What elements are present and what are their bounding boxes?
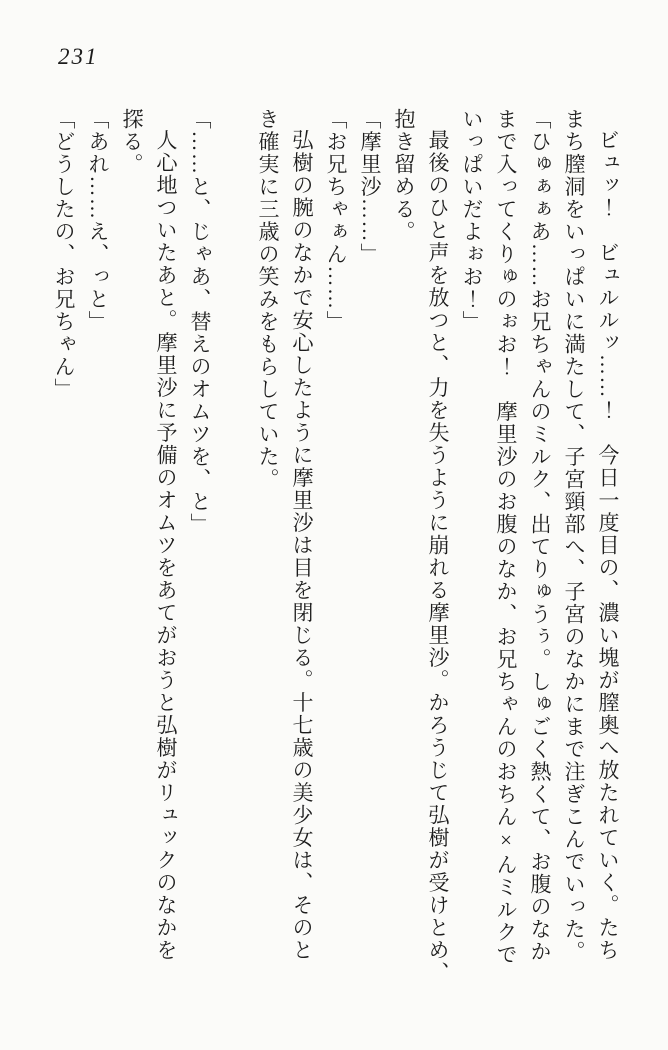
- text-line-7: 抱き留める。: [392, 108, 416, 243]
- text-line-5: いっぱいだよぉお！」: [460, 108, 484, 333]
- text-line-11: き確実に三歳の笑みをもらしていた。: [256, 108, 280, 491]
- text-line-10: 弘樹の腕のなかで安心したように摩里沙は目を閉じる。十七歳の美少女は、そのと: [290, 129, 314, 962]
- text-line-14: 人心地ついたあと。摩里沙に予備のオムツをあてがおうと弘樹がリュックのなかを: [154, 129, 178, 962]
- text-line-9: 「お兄ちゃぁん……」: [324, 108, 348, 333]
- text-line-8: 「摩里沙……」: [358, 108, 382, 266]
- text-line-3: 「ひゅぁぁあ……お兄ちゃんのミルク、出てりゅうぅ。しゅごく熱くて、お腹のなか: [528, 108, 552, 963]
- text-line-4: まで入ってくりゅのぉお！ 摩里沙のお腹のなか、お兄ちゃんのおちん×んミルクで: [494, 108, 518, 966]
- text-line-6: 最後のひと声を放つと、力を失うように崩れる摩里沙。かろうじて弘樹が受けとめ、: [426, 129, 450, 984]
- vertical-text-block: [39, 108, 625, 1008]
- text-line-2: まち膣洞をいっぱいに満たして、子宮頸部へ、子宮のなかにまで注ぎこんでいった。: [562, 108, 586, 963]
- text-line-15: 探る。: [120, 108, 144, 176]
- text-line-16: 「あれ……え、っと」: [86, 108, 110, 333]
- text-line-1: ビュッ！ ビュルルッ……！ 今日一度目の、濃い塊が膣奥へ放たれていく。たち: [596, 129, 620, 962]
- text-line-12: [217, 108, 251, 1008]
- text-line-17: 「どうしたの、お兄ちゃん」: [52, 108, 76, 401]
- page-number: 231: [58, 44, 99, 69]
- text-line-13: 「……と、じゃあ、替えのオムツを、と」: [188, 108, 212, 536]
